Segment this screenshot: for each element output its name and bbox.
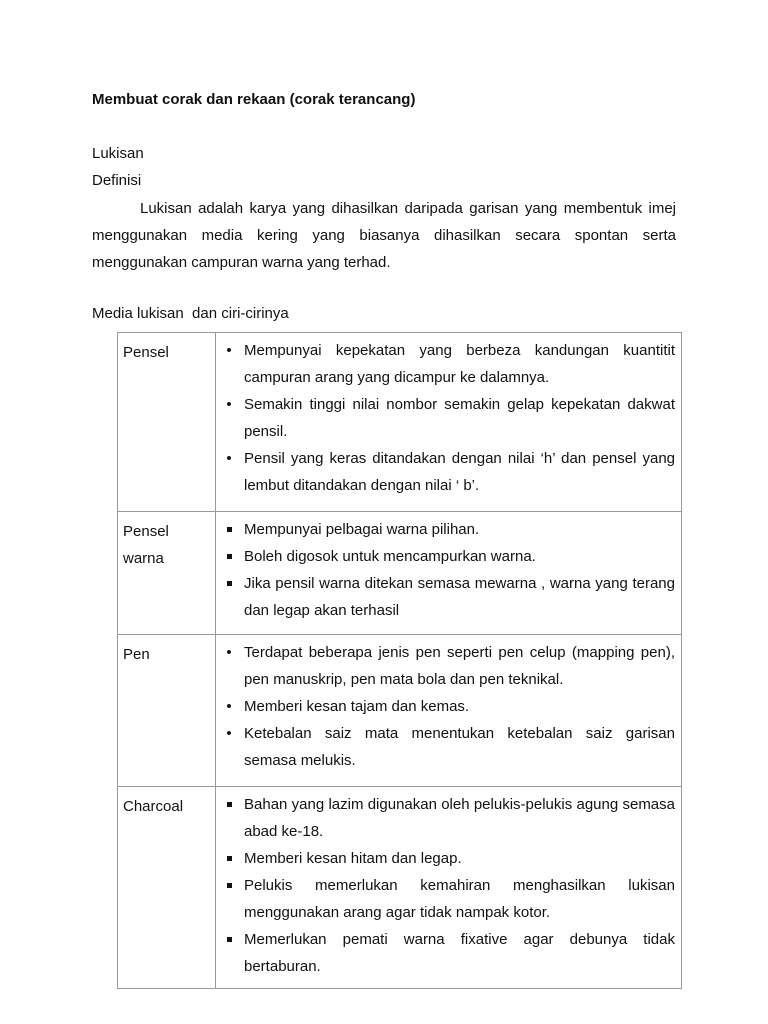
list-item-text: Jika pensil warna ditekan semasa mewarna , warna yang terang dan legap akan terhasil (244, 575, 675, 619)
list-item (222, 872, 675, 926)
row-label-text: warna (123, 550, 164, 567)
list-item-text: Mempunyai pelbagai warna pilihan. (244, 521, 480, 538)
definition-paragraph: Lukisan adalah karya yang dihasilkan daripada garisan yang membentuk imej menggunakan media kering yang biasanya dihasilkan secara spontan serta menggunakan campuran warna yang terhad. (92, 200, 676, 271)
row-label-text: Pensel (123, 344, 169, 361)
list-item (222, 543, 675, 570)
bullet-square-icon (224, 516, 234, 543)
bullet-square-icon (224, 926, 234, 953)
media-heading: Media lukisan dan ciri-cirinya (92, 305, 289, 322)
list-item-text: Semakin tinggi nilai nombor semakin gelap kepekatan dakwat pensil. (244, 396, 675, 440)
row-label-text: Pen (123, 646, 150, 663)
row-items (216, 512, 682, 635)
media-table (117, 332, 682, 989)
list-item (222, 720, 675, 774)
list-item-text: Memerlukan pemati warna fixative agar debunya tidak bertaburan. (244, 931, 675, 975)
bullet-dot-icon (224, 720, 234, 747)
bullet-square-icon (224, 872, 234, 899)
table-row (118, 635, 682, 787)
list-item-text: Pensil yang keras ditandakan dengan nilai ‘h’ dan pensel yang lembut ditandakan dengan nilai ‘ b’. (244, 450, 675, 494)
table-row (118, 787, 682, 989)
row-items (216, 333, 682, 512)
list-item-text: Pelukis memerlukan kemahiran menghasilkan lukisan menggunakan arang agar tidak nampak kotor. (244, 877, 675, 921)
bullet-dot-icon (224, 337, 234, 364)
list-item-text: Memberi kesan tajam dan kemas. (244, 698, 470, 715)
row-items (216, 787, 682, 989)
bullet-dot-icon (224, 445, 234, 472)
list-item (222, 570, 675, 624)
bullet-list (222, 639, 675, 774)
bullet-dot-icon (224, 639, 234, 666)
bullet-square-icon (224, 791, 234, 818)
list-item (222, 791, 675, 845)
document-title: Membuat corak dan rekaan (corak terancang) (92, 91, 416, 108)
bullet-dot-icon (224, 693, 234, 720)
list-item (222, 639, 675, 693)
bullet-square-icon (224, 543, 234, 570)
bullet-list (222, 516, 675, 624)
list-item (222, 516, 675, 543)
bullet-list (222, 337, 675, 499)
row-label (118, 333, 216, 512)
bullet-square-icon (224, 570, 234, 597)
list-item-text: Boleh digosok untuk mencampurkan warna. (244, 548, 536, 565)
list-item-text: Mempunyai kepekatan yang berbeza kandungan kuantitit campuran arang yang dicampur ke dalamnya. (244, 342, 675, 386)
table-row (118, 512, 682, 635)
bullet-square-icon (224, 845, 234, 872)
list-item-text: Memberi kesan hitam dan legap. (244, 850, 462, 867)
row-label (118, 635, 216, 787)
row-label (118, 787, 216, 989)
bullet-dot-icon (224, 391, 234, 418)
row-label-text: Charcoal (123, 798, 184, 815)
list-item (222, 845, 675, 872)
row-label-text: Pensel (123, 523, 169, 540)
list-item (222, 391, 675, 445)
list-item-text: Bahan yang lazim digunakan oleh pelukis-pelukis agung semasa abad ke-18. (244, 796, 675, 840)
list-item (222, 926, 675, 980)
section-heading: Lukisan (92, 145, 144, 162)
list-item-text: Terdapat beberapa jenis pen seperti pen celup (mapping pen), pen manuskrip, pen mata bola dan pen teknikal. (244, 644, 675, 688)
list-item-text: Ketebalan saiz mata menentukan ketebalan saiz garisan semasa melukis. (244, 725, 675, 769)
subsection-heading: Definisi (92, 172, 142, 189)
list-item (222, 693, 675, 720)
bullet-list (222, 791, 675, 980)
list-item (222, 337, 675, 391)
row-items (216, 635, 682, 787)
list-item (222, 445, 675, 499)
row-label (118, 512, 216, 635)
table-row (118, 333, 682, 512)
